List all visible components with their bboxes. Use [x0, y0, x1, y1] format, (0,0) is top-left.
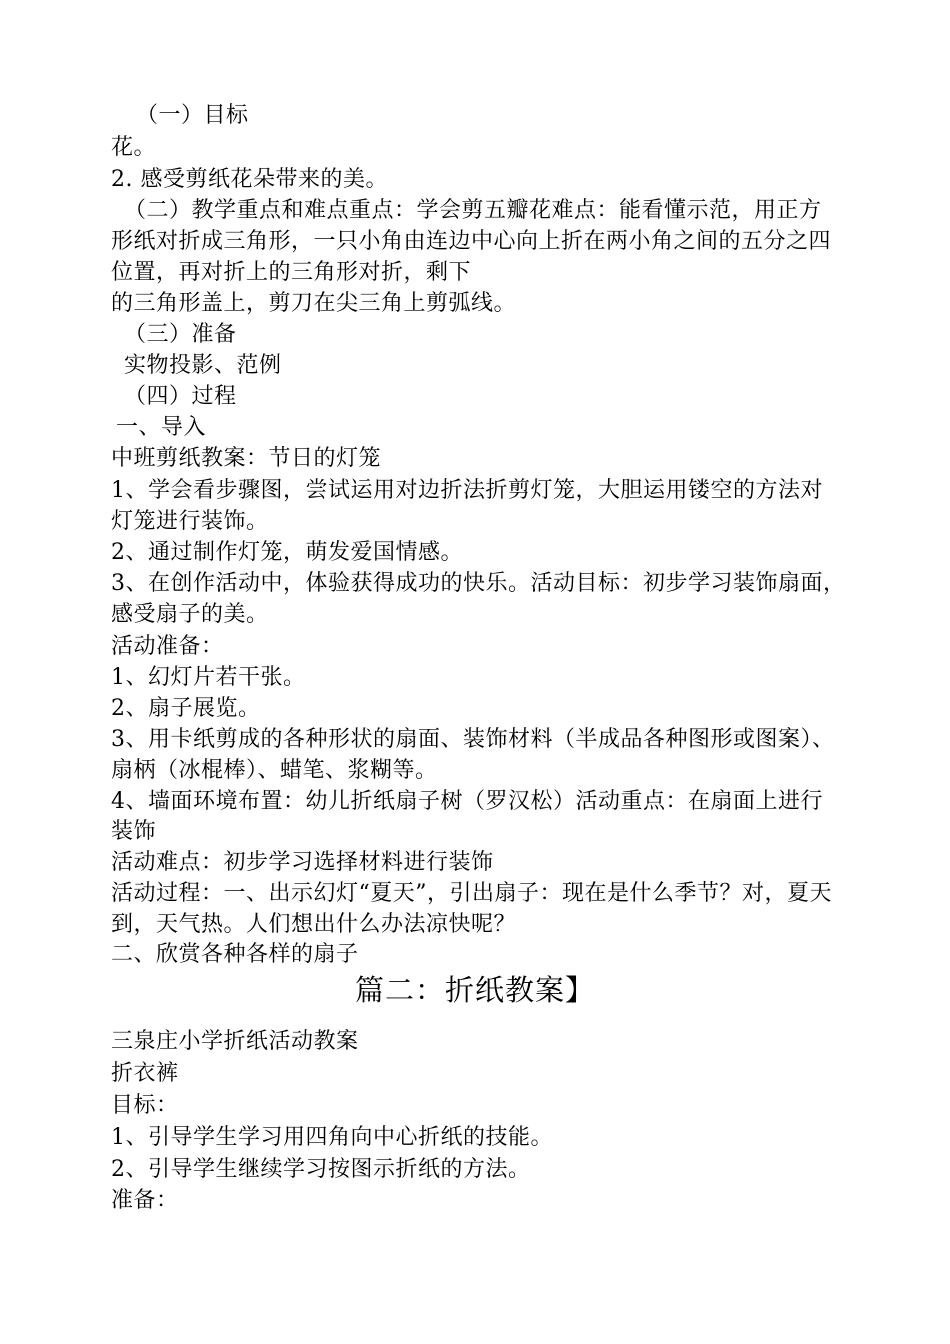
text-line: 3、在创作活动中，体验获得成功的快乐。活动目标：初步学习装饰扇面， [111, 571, 846, 596]
text-line: 2、引导学生继续学习按图示折纸的方法。 [111, 1157, 531, 1182]
text-line: 1、引导学生学习用四角向中心折纸的技能。 [111, 1125, 553, 1150]
text-line: 2. 感受剪纸花朵带来的美。 [111, 167, 388, 192]
text-line: 3、用卡纸剪成的各种形状的扇面、装饰材料（半成品各种图形或图案）、 [111, 727, 835, 752]
text-line: 2、通过制作灯笼，萌发爱国情感。 [111, 540, 463, 565]
text-line: 灯笼进行装饰。 [111, 509, 269, 534]
text-line: 三泉庄小学折纸活动教案 [111, 1029, 359, 1054]
lesson-title: 中班剪纸教案：节日的灯笼 [111, 446, 382, 471]
text-line: 活动过程：一、出示幻灯“夏天”，引出扇子：现在是什么季节？对，夏天 [111, 881, 832, 906]
text-line: 1、学会看步骤图，尝试运用对边折法折剪灯笼，大胆运用镂空的方法对 [111, 478, 823, 503]
text-line: 花。 [111, 135, 157, 160]
text-line: 二、欣赏各种各样的扇子 [111, 942, 359, 967]
text-line: 扇柄（冰棍棒）、蜡笔、浆糊等。 [111, 758, 438, 783]
text-line: 1、幻灯片若干张。 [111, 665, 306, 690]
text-line: 的三角形盖上，剪刀在尖三角上剪弧线。 [111, 291, 517, 316]
text-line: 活动难点：初步学习选择材料进行装饰 [111, 850, 494, 875]
text-line: 到，天气热。人们想出什么办法凉快呢？ [111, 912, 517, 937]
text-line: 一、导入 [116, 415, 207, 440]
text-line: 目标： [111, 1093, 179, 1118]
text-line: 2、扇子展览。 [111, 696, 261, 721]
section-heading-goal: （一）目标 [136, 103, 249, 128]
text-line: 4、墙面环境布置：幼儿折纸扇子树（罗汉松）活动重点：在扇面上进行 [111, 789, 823, 814]
text-line: 活动准备： [111, 634, 224, 659]
chapter-heading: 篇二：折纸教案】 [354, 973, 595, 1007]
section-heading-process: （四）过程 [124, 384, 237, 409]
text-line: 准备： [111, 1188, 179, 1213]
text-line: 形纸对折成三角形，一只小角由连边中心向上折在两小角之间的五分之四 [111, 229, 832, 254]
text-line: 感受扇子的美。 [111, 602, 269, 627]
text-line: 位置，再对折上的三角形对折，剩下 [111, 260, 472, 285]
section-heading-preparation: （三）准备 [124, 322, 237, 347]
text-line: 装饰 [111, 819, 157, 844]
section-heading-key-points: （二）教学重点和难点重点：学会剪五瓣花难点：能看懂示范，用正方 [124, 198, 822, 223]
text-line: 折衣裤 [111, 1061, 179, 1086]
text-line: 实物投影、范例 [124, 353, 282, 378]
